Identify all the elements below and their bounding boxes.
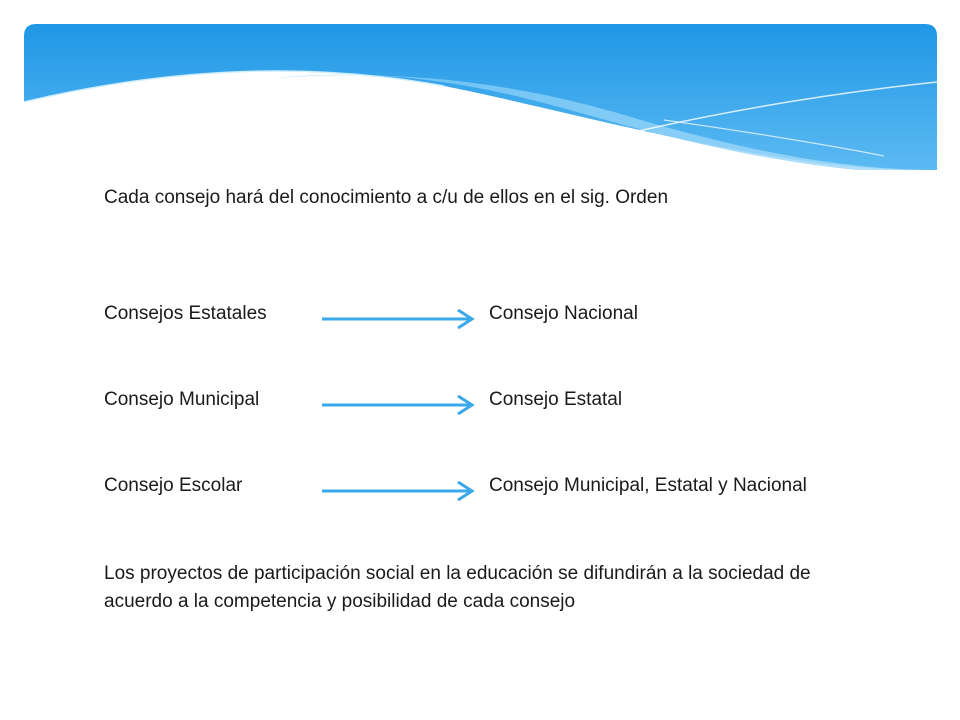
council-from: Consejo Municipal: [104, 389, 260, 410]
right-arrow-icon: [320, 391, 480, 415]
intro-text: Cada consejo hará del conocimiento a c/u de ellos en el sig. Orden: [104, 187, 669, 208]
council-row: [104, 474, 904, 504]
council-row: [104, 302, 904, 332]
council-row: [104, 388, 904, 418]
council-to: Consejo Municipal, Estatal y Nacional: [489, 475, 807, 496]
right-arrow-icon: [320, 477, 480, 501]
right-arrow-icon: [320, 305, 480, 329]
council-from: Consejo Escolar: [104, 475, 243, 496]
council-from: Consejos Estatales: [104, 303, 267, 324]
council-to: Consejo Nacional: [489, 303, 638, 324]
closing-paragraph: Los proyectos de participación social en la educación se difundirán a la sociedad de acuerdo a la competencia y posibilidad de cada consejo: [104, 563, 811, 612]
council-to: Consejo Estatal: [489, 389, 623, 410]
wave-banner: [24, 24, 937, 170]
